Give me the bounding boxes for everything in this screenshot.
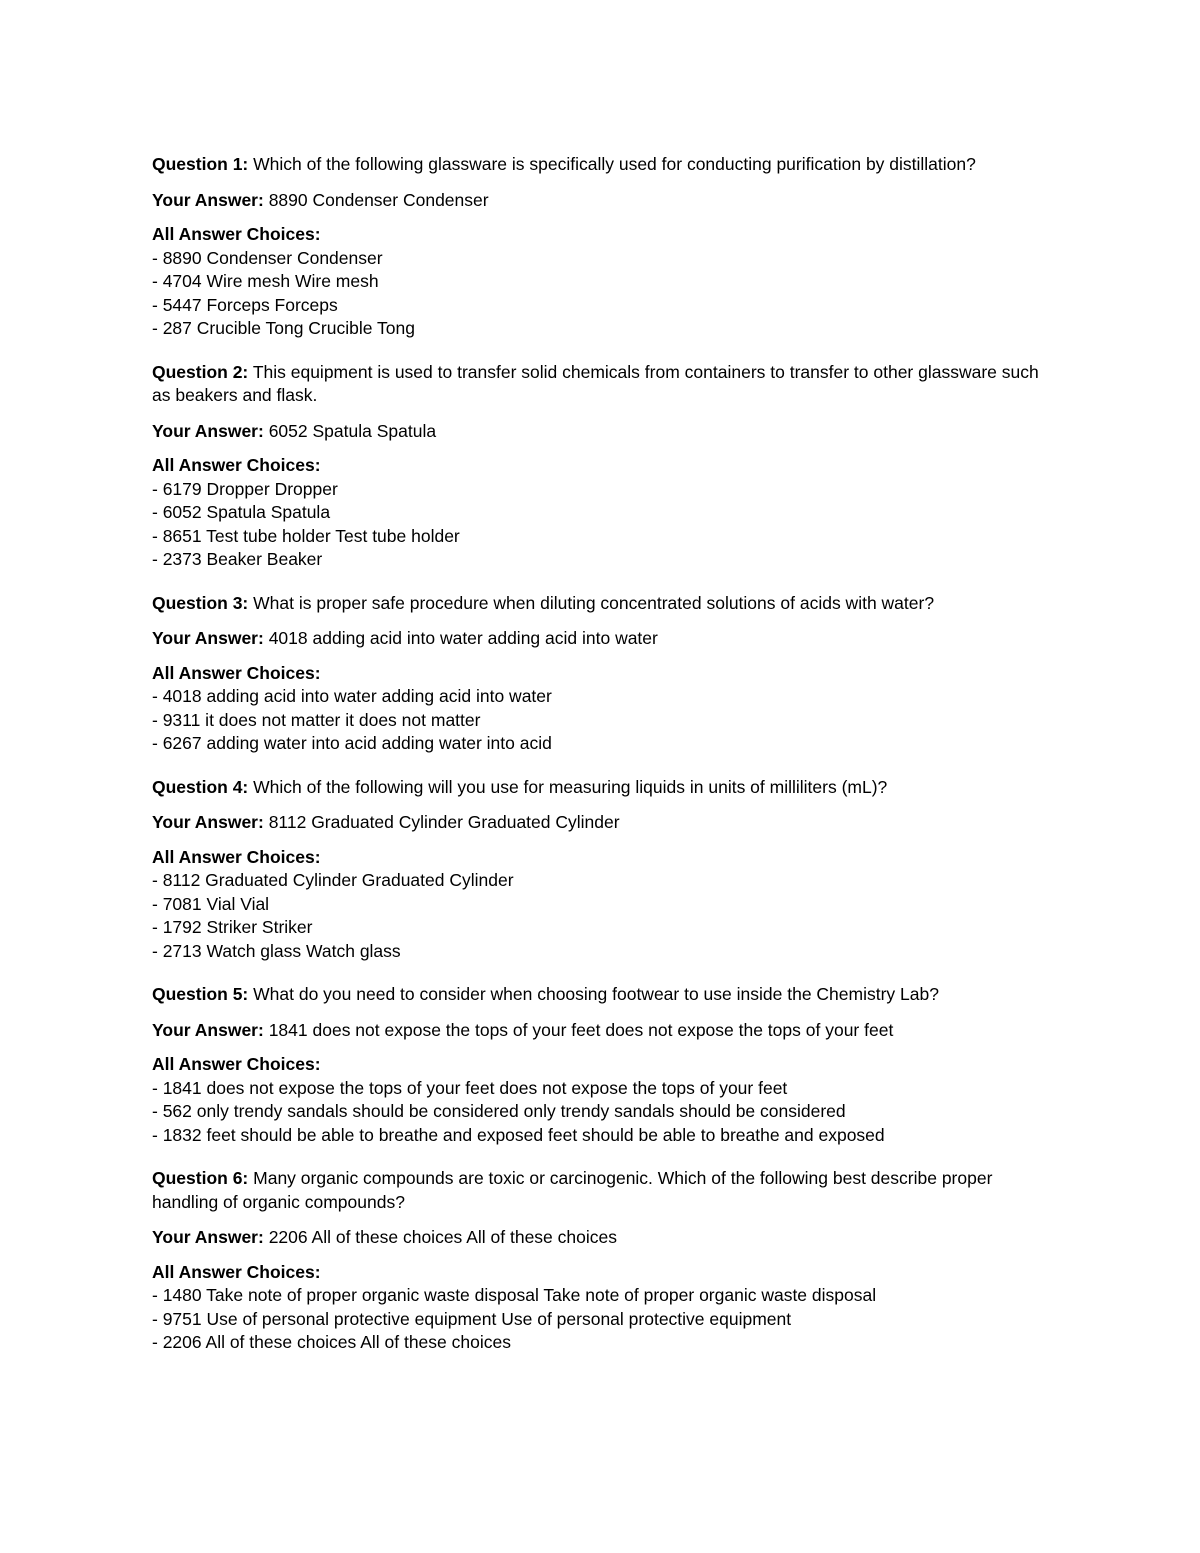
your-answer — [152, 1226, 1052, 1250]
answer-choice: - 1792 Striker Striker — [152, 917, 313, 937]
question-body: Many organic compounds are toxic or carcinogenic. Which of the following best describe proper handling of organic compounds? — [152, 1168, 993, 1212]
answer-choice: - 287 Crucible Tong Crucible Tong — [152, 318, 415, 338]
answer-choice: - 5447 Forceps Forceps — [152, 294, 338, 315]
your-answer-label: Your Answer: — [152, 189, 264, 210]
quiz-document — [152, 153, 1052, 1375]
question-text — [152, 776, 1052, 800]
your-answer-label: Your Answer: — [152, 812, 264, 832]
question-label: Question 1: — [152, 154, 249, 174]
answer-choice: - 7081 Vial Vial — [152, 893, 270, 914]
answer-choice: - 1480 Take note of proper organic waste disposal Take note of proper organic waste disposal — [152, 1285, 877, 1305]
your-answer-value: 2206 All of these choices All of these choices — [268, 1227, 617, 1247]
answer-choice: - 8651 Test tube holder Test tube holder — [152, 525, 460, 546]
question-text — [152, 153, 1052, 177]
your-answer-label: Your Answer: — [152, 628, 264, 648]
question-body: Which of the following will you use for measuring liquids in units of milliliters (mL)? — [253, 776, 888, 797]
question-body: Which of the following glassware is specifically used for conducting purification by distillation? — [253, 154, 976, 174]
question-block-4 — [152, 776, 1052, 964]
question-label: Question 2: — [152, 361, 249, 382]
answer-choice: - 8890 Condenser Condenser — [152, 247, 383, 268]
all-choices-heading: All Answer Choices: — [152, 224, 321, 244]
question-body: What do you need to consider when choosing footwear to use inside the Chemistry Lab? — [253, 984, 939, 1004]
answer-choice: - 562 only trendy sandals should be considered only trendy sandals should be considered — [152, 1101, 846, 1121]
all-choices-heading: All Answer Choices: — [152, 1054, 321, 1074]
answer-choice: - 8112 Graduated Cylinder Graduated Cylinder — [152, 870, 514, 890]
question-text — [152, 361, 1052, 408]
your-answer-label: Your Answer: — [152, 1019, 264, 1040]
question-text — [152, 983, 1052, 1007]
answer-choice: - 9311 it does not matter it does not matter — [152, 709, 481, 730]
answer-choice: - 2206 All of these choices All of these choices — [152, 1332, 511, 1352]
question-block-1 — [152, 153, 1052, 341]
your-answer — [152, 1019, 1052, 1043]
all-choices-heading: All Answer Choices: — [152, 662, 321, 683]
all-choices-heading: All Answer Choices: — [152, 455, 321, 475]
your-answer-value: 1841 does not expose the tops of your feet does not expose the tops of your feet — [268, 1019, 894, 1040]
question-body: What is proper safe procedure when diluting concentrated solutions of acids with water? — [253, 592, 935, 613]
question-block-6 — [152, 1167, 1052, 1355]
your-answer — [152, 811, 1052, 835]
your-answer-value: 4018 adding acid into water adding acid into water — [268, 628, 658, 648]
answer-choice: - 4018 adding acid into water adding acid into water — [152, 686, 552, 706]
question-block-5 — [152, 983, 1052, 1147]
answer-choice: - 2713 Watch glass Watch glass — [152, 940, 401, 961]
all-choices-heading: All Answer Choices: — [152, 846, 321, 867]
answer-choice: - 4704 Wire mesh Wire mesh — [152, 271, 379, 291]
answer-choice: - 6179 Dropper Dropper — [152, 478, 338, 499]
your-answer-value: 6052 Spatula Spatula — [268, 420, 437, 441]
question-text — [152, 1167, 1052, 1214]
question-label: Question 5: — [152, 984, 249, 1004]
question-label: Question 6: — [152, 1168, 249, 1188]
answer-choice: - 2373 Beaker Beaker — [152, 549, 323, 569]
question-body: This equipment is used to transfer solid chemicals from containers to transfer to other glassware such as beakers and flask. — [152, 361, 1039, 405]
answer-choice: - 6052 Spatula Spatula — [152, 502, 331, 522]
your-answer — [152, 189, 1052, 213]
question-text — [152, 592, 1052, 616]
your-answer — [152, 627, 1052, 651]
your-answer-label: Your Answer: — [152, 1227, 264, 1247]
question-block-3 — [152, 592, 1052, 756]
question-label: Question 3: — [152, 592, 249, 613]
your-answer-value: 8890 Condenser Condenser — [268, 189, 489, 210]
answer-choice: - 6267 adding water into acid adding water into acid — [152, 733, 552, 753]
question-label: Question 4: — [152, 776, 249, 797]
question-block-2 — [152, 361, 1052, 572]
answer-choice: - 1832 feet should be able to breathe and exposed feet should be able to breathe and exposed — [152, 1124, 885, 1145]
your-answer-label: Your Answer: — [152, 420, 264, 441]
answer-choice: - 9751 Use of personal protective equipment Use of personal protective equipment — [152, 1308, 792, 1329]
your-answer — [152, 420, 1052, 444]
all-choices-heading: All Answer Choices: — [152, 1261, 321, 1282]
answer-choice: - 1841 does not expose the tops of your feet does not expose the tops of your feet — [152, 1077, 788, 1098]
your-answer-value: 8112 Graduated Cylinder Graduated Cylinder — [268, 812, 620, 832]
